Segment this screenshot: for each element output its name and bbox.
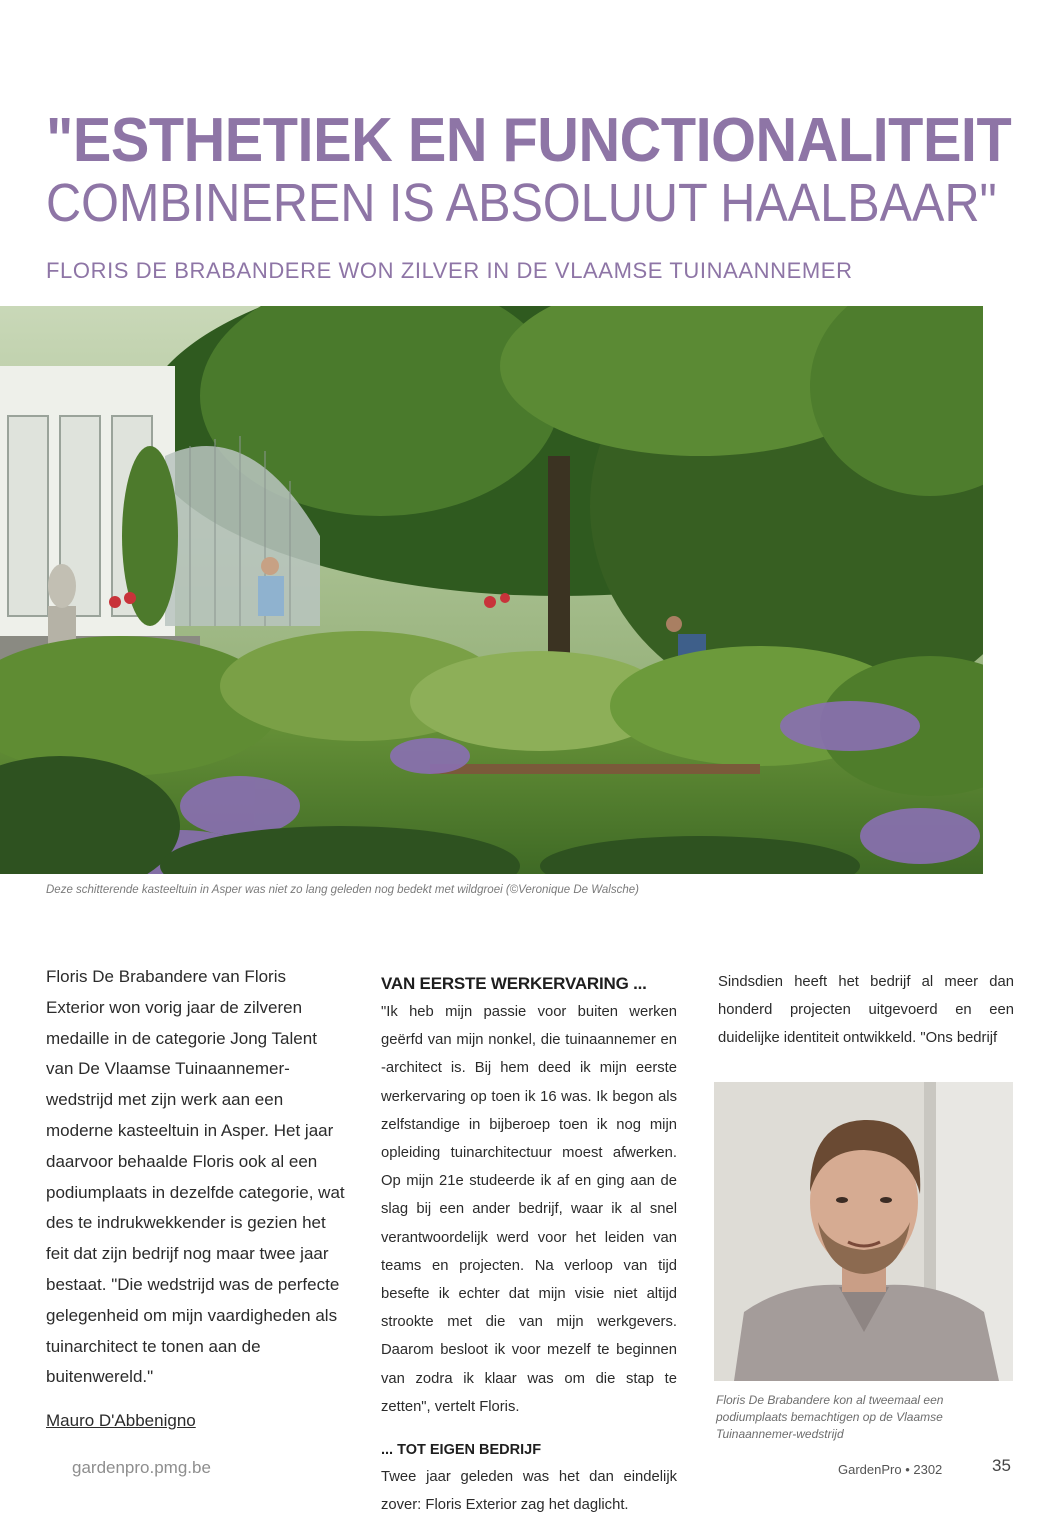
paragraph-since-then: Sindsdien heeft het bedrijf al meer dan honderd projecten uitgevoerd en een duidelijke identiteit ontwikkeld. "Ons bedrijf <box>718 974 1014 1047</box>
article-subtitle: FLORIS DE BRABANDERE WON ZILVER IN DE VLAAMSE TUINAANNEMER <box>46 258 853 283</box>
portrait-photo <box>714 1082 1013 1381</box>
hero-photo-caption: Deze schitterende kasteeltuin in Asper was niet zo lang geleden nog bedekt met wildgroei (©Veronique De Walsche) <box>46 884 639 896</box>
column-2 <box>381 970 677 1519</box>
portrait-caption: Floris De Brabandere kon al tweemaal een podiumplaats bemachtigen op de Vlaamse Tuinaannemer-wedstrijd <box>716 1393 944 1441</box>
column-3 <box>718 968 1014 1053</box>
hero-garden-photo <box>0 306 983 874</box>
section-heading-own-company: ... TOT EIGEN BEDRIJF <box>381 1442 542 1459</box>
footer-website-url[interactable]: gardenpro.pmg.be <box>72 1458 211 1477</box>
column-1 <box>46 962 346 1393</box>
paragraph-own-company: Twee jaar geleden was het dan eindelijk zover: Floris Exterior zag het daglicht. <box>381 1469 677 1514</box>
intro-paragraph: Floris De Brabandere van Floris Exterior won vorig jaar de zilveren medaille in de categorie Jong Talent van De Vlaamse Tuinaannemer-wedstrijd met zijn werk aan een moderne kasteeltuin in Asper. Het jaar daarvoor behaalde Floris ook al een podiumplaats in dezelfde categorie, wat des te indrukwekkender is gezien het feit dat zijn bedrijf nog maar twee jaar bestaat. "Die wedstrijd was de perfecte gelegenheid om mijn vaardigheden als tuinarchitect te tonen aan de buitenwereld." <box>46 967 345 1387</box>
footer-magazine-issue: GardenPro • 2302 <box>838 1462 943 1477</box>
paragraph-first-experience: "Ik heb mijn passie voor buiten werken geërfd van mijn nonkel, die tuinaannemer en -architect is. Bij hem deed ik mijn eerste werkervaring op toen ik 16 was. Ik begon als zelfstandige in bijberoep toen ik nog mijn opleiding tuinarchitectuur moest afwerken. Op mijn 21e studeerde ik af en ging aan de slag bij een ander bedrijf, waar ik al snel verantwoordelijk werd voor het leiden van teams en projecten. Na verloop van tijd besefte ik echter dat mijn visie niet altijd strookte met die van mijn werkgevers. Daarom besloot ik voor mezelf te beginnen van zodra ik klaar was om die stap te zetten", vertelt Floris. <box>381 1004 677 1415</box>
author-byline: Mauro D'Abbenigno <box>46 1411 196 1430</box>
footer-page-number: 35 <box>992 1456 1011 1475</box>
article-title-line-2: COMBINEREN IS ABSOLUUT HAALBAAR" <box>46 173 997 233</box>
section-heading-first-experience: VAN EERSTE WERKERVARING ... <box>381 974 647 993</box>
article-title-line-1: "ESTHETIEK EN FUNCTIONALITEIT <box>46 106 1012 175</box>
